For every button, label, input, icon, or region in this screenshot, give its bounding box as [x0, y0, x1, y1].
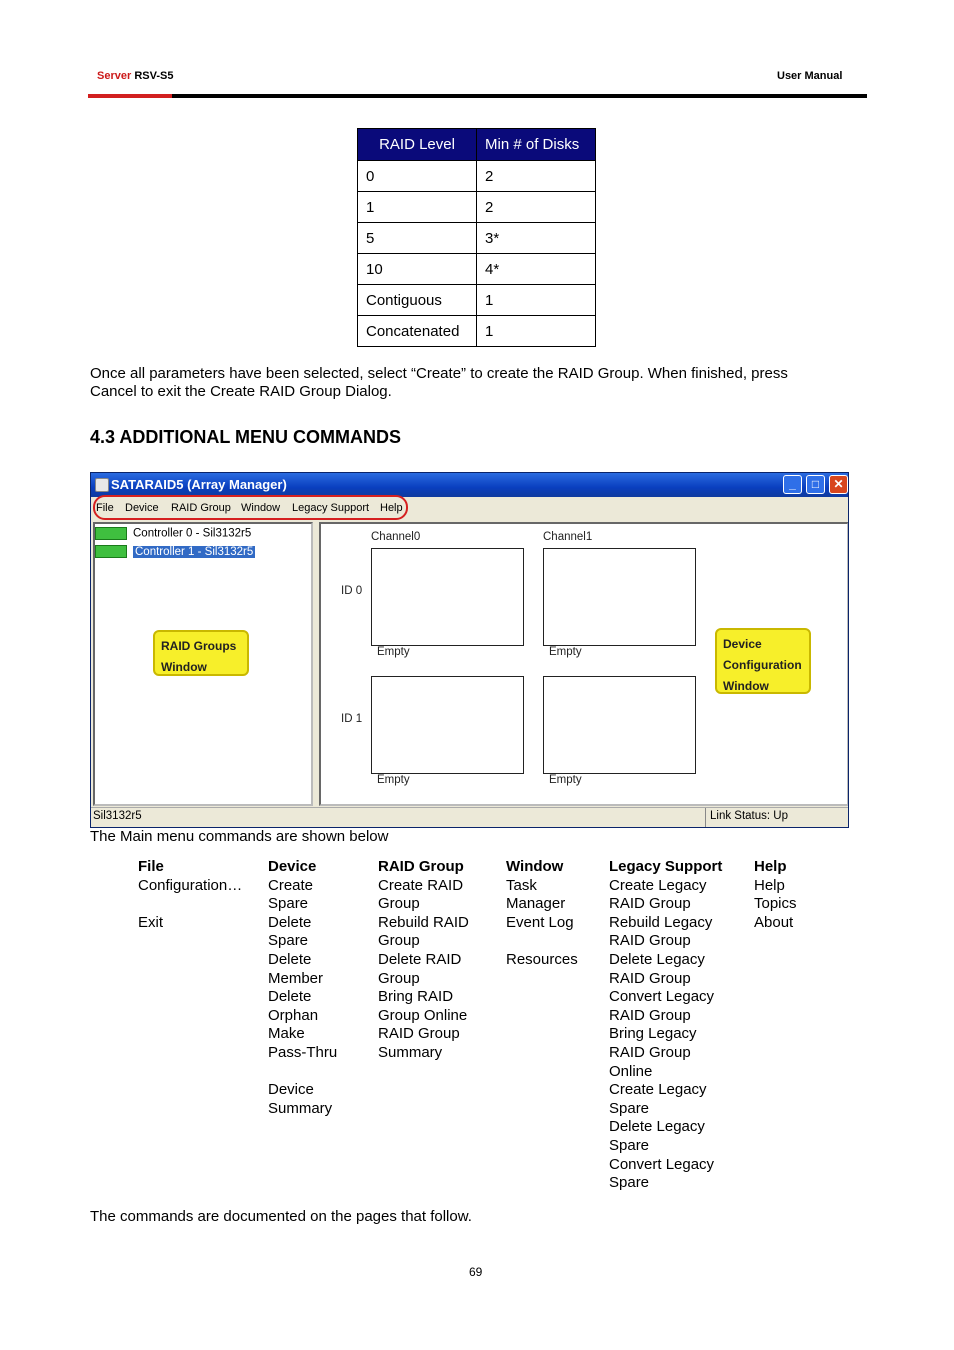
menu-command-line: Delete Legacy [609, 1118, 705, 1136]
table-row [358, 223, 596, 254]
minimize-icon[interactable]: _ [783, 475, 802, 494]
header-rule-black [172, 94, 867, 98]
table-row [358, 254, 596, 285]
menu-command-line: Group Online [378, 1006, 468, 1024]
slot-status: Empty [549, 646, 582, 658]
menu-window[interactable]: Window [241, 502, 281, 514]
table-cell: 1 [477, 316, 596, 347]
menu-command-line: Convert Legacy [609, 988, 715, 1006]
menu-command-line: Summary [268, 1099, 333, 1117]
menu-command-line: Device [268, 1081, 314, 1099]
controller-chip-icon [95, 527, 127, 540]
closing-paragraph: The commands are documented on the pages that follow. [90, 1208, 472, 1225]
header-model: RSV-S5 [134, 70, 174, 82]
column-spacer [268, 1063, 337, 1082]
slot-status: Empty [377, 646, 410, 658]
table-cell: 1 [477, 285, 596, 316]
page-number: 69 [469, 1265, 483, 1279]
menu-command-line: Rebuild Legacy [609, 913, 713, 931]
header-title: User Manual [777, 70, 843, 82]
menu-command-line: Spare [609, 1174, 650, 1192]
controller-item[interactable] [95, 527, 251, 540]
status-divider [705, 808, 706, 828]
drive-slot[interactable] [371, 676, 524, 774]
menu-command-line: RAID Group [609, 969, 691, 987]
menu-command-line: Online [609, 1062, 653, 1080]
menu-command-line: Spare [268, 932, 309, 950]
callout-line: RAID Groups [161, 639, 237, 653]
slot-status: Empty [377, 774, 410, 786]
menu-command-line: Create RAID [378, 876, 464, 894]
menu-file[interactable]: File [96, 502, 114, 514]
header-brand-name: Server [97, 70, 132, 82]
menu-command-line: Exit [138, 913, 164, 931]
controller-chip-icon [95, 545, 127, 558]
paragraph-line: Once all parameters have been selected, select “Create” to create the RAID Group. When finished, press [90, 365, 788, 382]
menu-command-line: Make [268, 1025, 305, 1043]
menu-command-line: RAID Group [609, 1043, 691, 1061]
window-title: SATARAID5 (Array Manager) [111, 477, 287, 492]
table-cell: 1 [358, 192, 477, 223]
menu-command-line: RAID Group [378, 1025, 460, 1043]
menu-legacy-support[interactable]: Legacy Support [292, 502, 370, 514]
slot-status: Empty [549, 774, 582, 786]
channel-label: Channel1 [543, 531, 593, 543]
menu-command-line: RAID Group [609, 895, 691, 913]
menu-command-line: Bring RAID [378, 988, 454, 1006]
menu-command-line: Group [378, 969, 420, 987]
window-titlebar[interactable] [91, 473, 848, 497]
menu-command-line: Manager [506, 895, 566, 913]
table-row [358, 316, 596, 347]
menu-command-line: Event Log [506, 913, 574, 931]
menu-command-line: Create [268, 876, 314, 894]
menu-command-line: Orphan [268, 1006, 319, 1024]
menu-command-line: Spare [609, 1136, 650, 1154]
menu-command-line: About [754, 913, 794, 931]
menu-command-line: RAID Group [609, 1006, 691, 1024]
menu-command-line: Delete [268, 913, 312, 931]
menu-command-line: Delete RAID [378, 950, 462, 968]
header-brand [97, 70, 173, 82]
menu-column-heading: Device [268, 858, 317, 875]
callout-line: Window [723, 679, 769, 693]
menu-command-line: Convert Legacy [609, 1155, 715, 1173]
table-cell: 0 [358, 161, 477, 192]
device-configuration-pane [319, 522, 849, 806]
menu-column-heading: RAID Group [378, 858, 464, 875]
menu-command-line: Delete [268, 950, 312, 968]
callout-line: Device [723, 637, 762, 651]
callout-line: Window [161, 660, 207, 674]
menu-command-line: Create Legacy [609, 876, 707, 894]
menu-column-heading: Window [506, 858, 564, 875]
status-bar [91, 807, 848, 828]
table-cell: Concatenated [358, 316, 477, 347]
controller-item-selected[interactable] [95, 545, 255, 558]
drive-slot[interactable] [371, 548, 524, 646]
menu-column-device [268, 858, 337, 1118]
menu-command-line: Summary [378, 1043, 443, 1061]
menu-command-line: Spare [268, 895, 309, 913]
menu-device[interactable]: Device [125, 502, 159, 514]
table-row [358, 285, 596, 316]
menu-command-line: Spare [609, 1099, 650, 1117]
app-icon [95, 478, 109, 492]
menu-command-line: Group [378, 895, 420, 913]
menu-column-window [506, 858, 578, 970]
raid-level-table [357, 128, 596, 347]
menu-column-legacy-support [609, 858, 722, 1193]
menu-command-line: Group [378, 932, 420, 950]
column-spacer [506, 932, 578, 951]
menu-raid-group[interactable]: RAID Group [171, 502, 231, 514]
menu-command-line: Task [506, 876, 537, 894]
table-header-raid-level: RAID Level [358, 129, 477, 161]
table-cell: 10 [358, 254, 477, 285]
menu-command-line: Member [268, 969, 324, 987]
close-icon[interactable]: ✕ [829, 475, 848, 494]
menu-column-raid-group [378, 858, 469, 1063]
section-heading: 4.3 ADDITIONAL MENU COMMANDS [90, 427, 402, 447]
menu-command-line: Help [754, 876, 785, 894]
menu-column-heading: Legacy Support [609, 858, 723, 875]
status-link: Link Status: Up [710, 810, 788, 822]
menu-column-heading: Help [754, 858, 787, 875]
raid-groups-window-callout [153, 630, 249, 676]
callout-line: Configuration [723, 658, 802, 672]
array-manager-window [90, 472, 849, 828]
table-cell: 3* [477, 223, 596, 254]
menu-column-file [138, 858, 242, 932]
controller-label: Controller 1 - Sil3132r5 [135, 545, 254, 558]
menu-command-line: Resources [506, 950, 578, 968]
drive-slot[interactable] [543, 548, 696, 646]
status-device: Sil3132r5 [93, 810, 142, 822]
column-spacer [138, 895, 242, 914]
table-row [358, 161, 596, 192]
table-row [358, 192, 596, 223]
id-label: ID 0 [341, 585, 363, 597]
id-label: ID 1 [341, 713, 363, 725]
paragraph-line: Cancel to exit the Create RAID Group Dialog. [90, 383, 392, 400]
maximize-icon[interactable]: □ [806, 475, 825, 494]
device-configuration-window-callout [715, 628, 811, 694]
table-cell: 2 [477, 192, 596, 223]
table-cell: 5 [358, 223, 477, 254]
screenshot-caption: The Main menu commands are shown below [90, 828, 389, 845]
menu-command-line: Create Legacy [609, 1081, 707, 1099]
raid-groups-pane [93, 522, 313, 806]
menu-command-line: Pass-Thru [268, 1043, 338, 1061]
menu-command-line: Delete [268, 988, 312, 1006]
table-header-row [358, 129, 596, 161]
menu-help[interactable]: Help [380, 502, 403, 514]
menu-command-line: Topics [754, 895, 797, 913]
table-cell: 4* [477, 254, 596, 285]
table-header-min-disks: Min # of Disks [477, 129, 596, 161]
table-cell: 2 [477, 161, 596, 192]
menu-column-help [754, 858, 797, 932]
menu-highlight-oval [93, 495, 408, 520]
menu-column-heading: File [138, 858, 164, 875]
table-cell: Contiguous [358, 285, 477, 316]
channel-label: Channel0 [371, 531, 421, 543]
menu-command-line: Bring Legacy [609, 1025, 697, 1043]
header-rule-red [88, 94, 172, 98]
menu-command-line: Delete Legacy [609, 950, 705, 968]
menu-command-line: RAID Group [609, 932, 691, 950]
menu-command-line: Rebuild RAID [378, 913, 469, 931]
drive-slot[interactable] [543, 676, 696, 774]
menu-command-line: Configuration… [138, 876, 243, 894]
controller-label: Controller 0 - Sil3132r5 [133, 527, 252, 540]
